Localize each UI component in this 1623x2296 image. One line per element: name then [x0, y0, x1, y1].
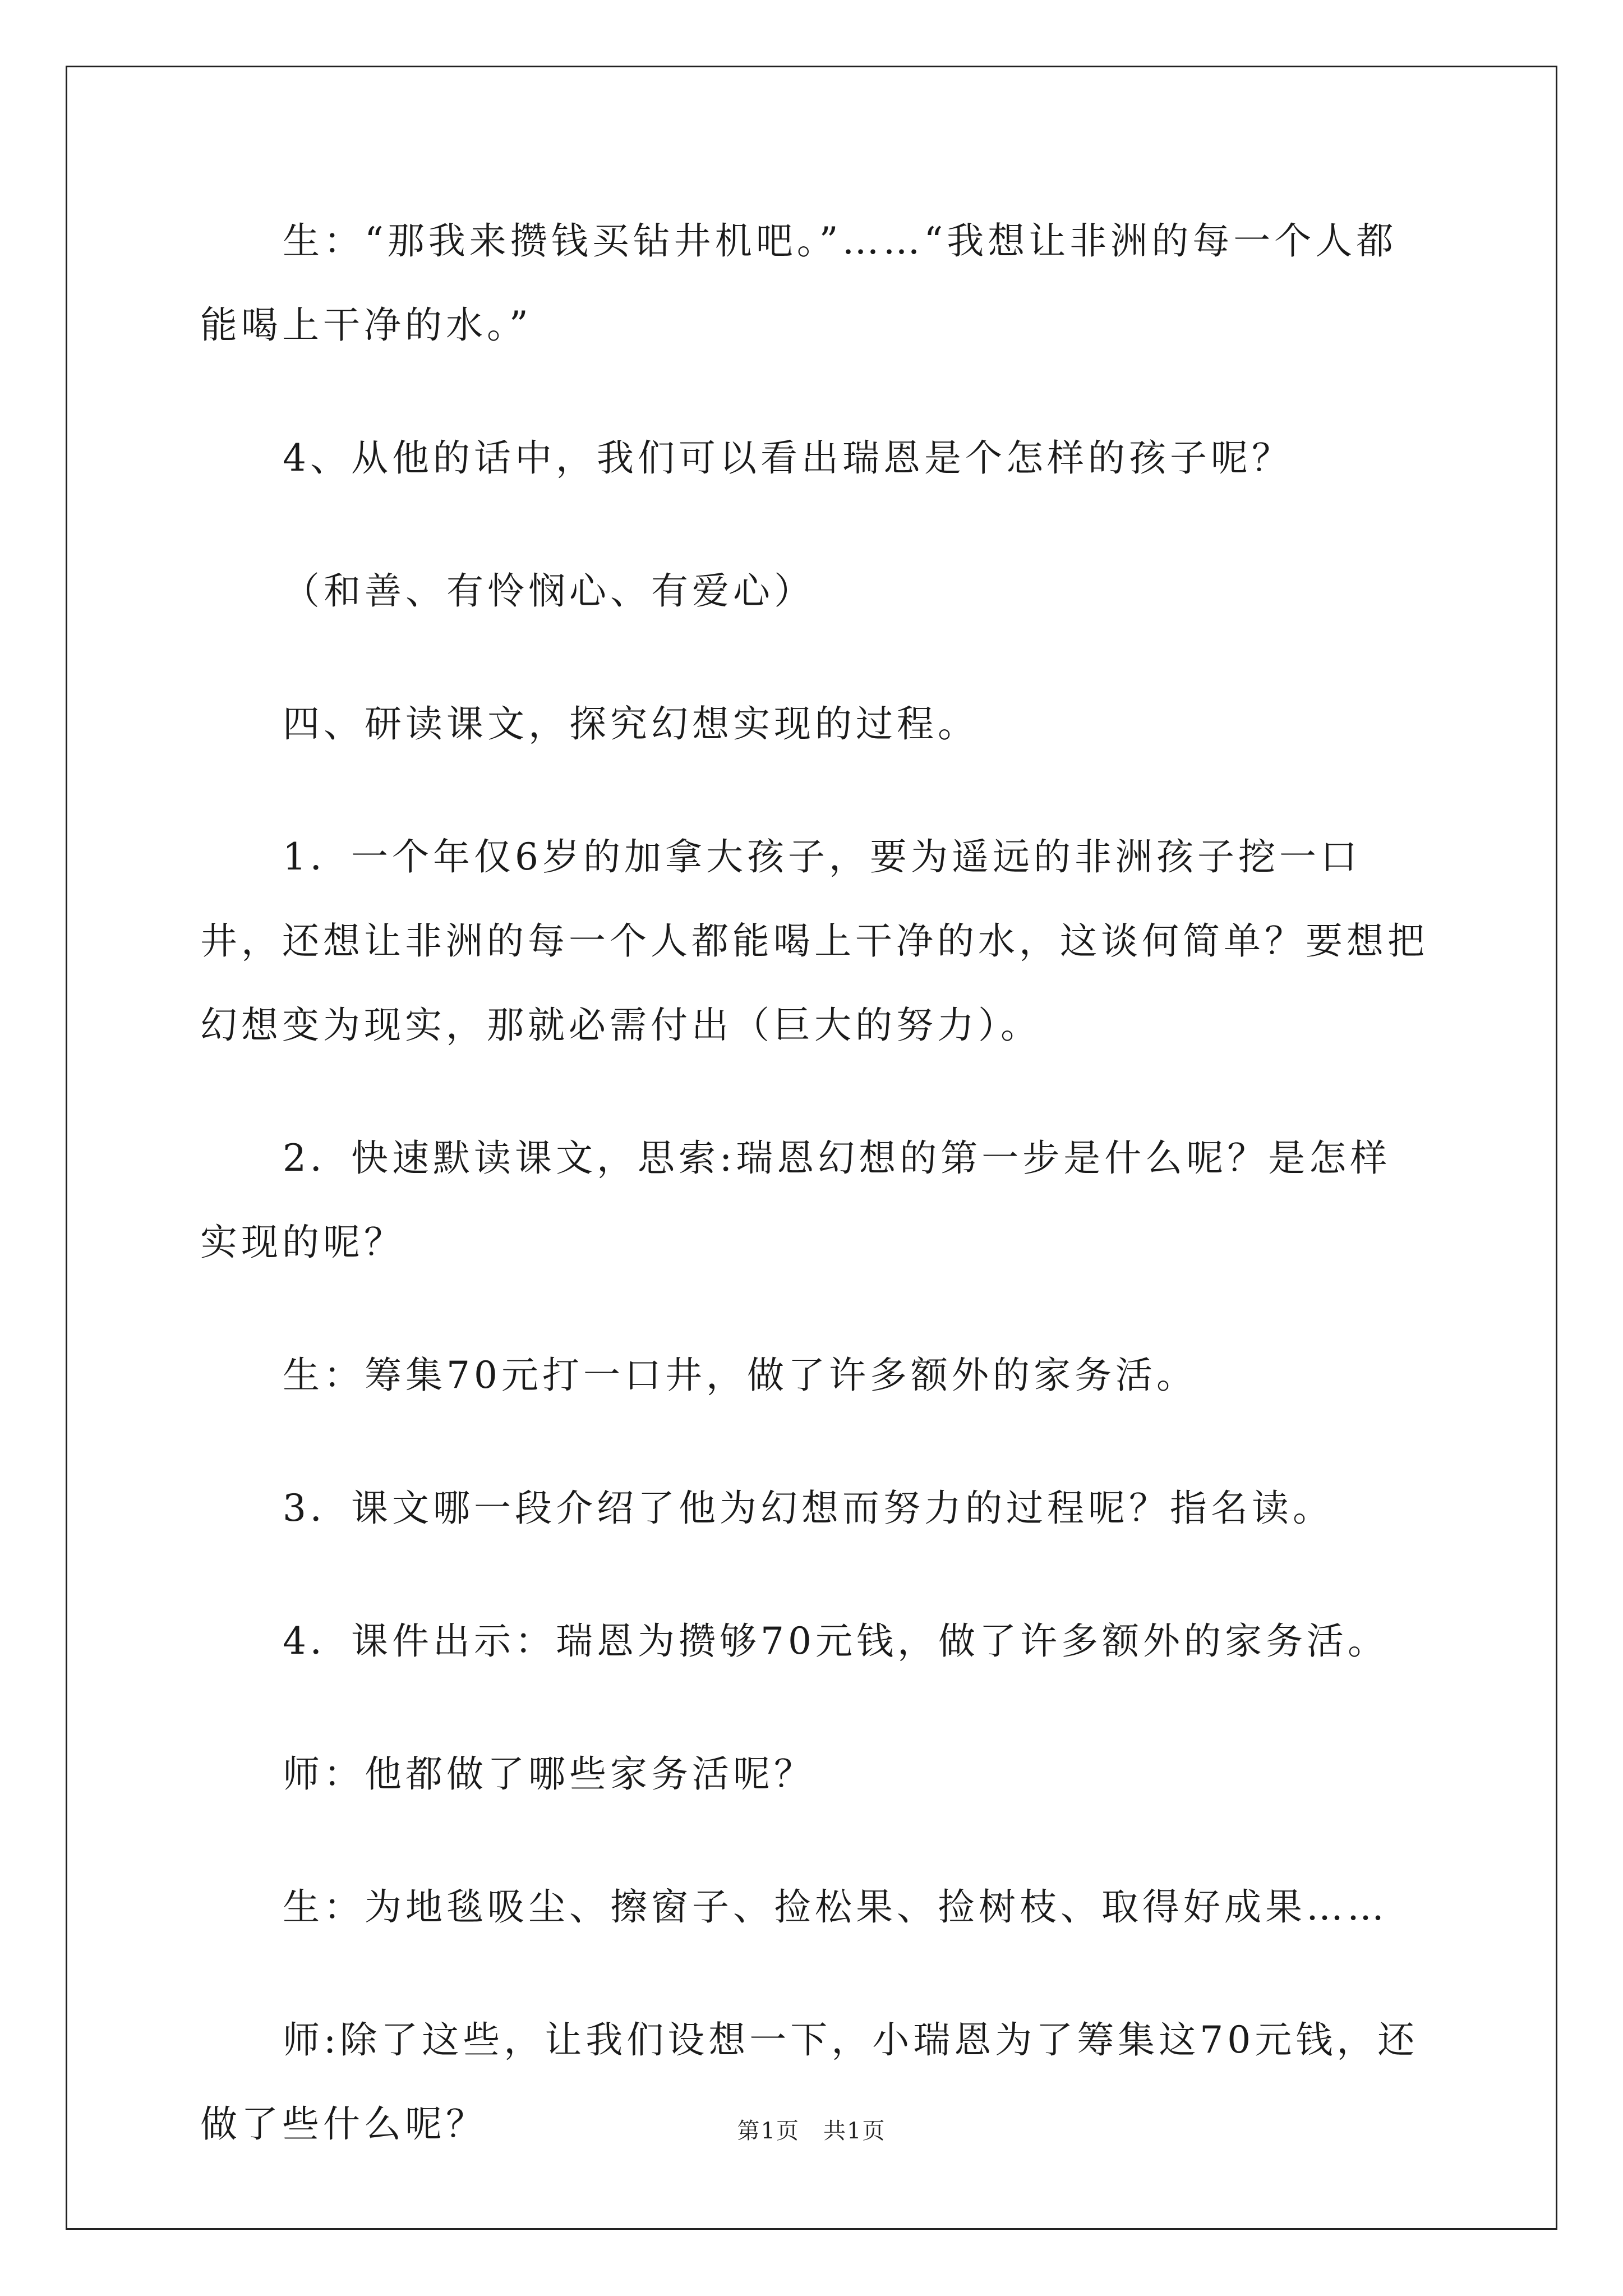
paragraph-6: 2．快速默读课文，思索:瑞恩幻想的第一步是什么呢？是怎样实现的呢？: [200, 1137, 1391, 1264]
paragraph-4: 四、研读课文，探究幻想实现的过程。: [283, 702, 979, 746]
paragraph-2: 4、从他的话中，我们可以看出瑞恩是个怎样的孩子呢？: [283, 436, 1293, 480]
paragraph-3: （和善、有怜悯心、有爱心）: [283, 569, 815, 613]
paragraph-10: 师：他都做了哪些家务活呢？: [283, 1752, 815, 1796]
paragraph-12: 师:除了这些，让我们设想一下，小瑞恩为了筹集这70元钱，还做了些什么呢？: [200, 2018, 1419, 2146]
paragraph-8: 3．课文哪一段介绍了他为幻想而努力的过程呢？指名读。: [283, 1487, 1334, 1530]
page-footer: 第1页 共1页: [737, 2118, 886, 2144]
paragraph-7: 生：筹集70元打一口井，做了许多额外的家务活。: [283, 1354, 1197, 1397]
paragraph-9: 4．课件出示：瑞恩为攒够70元钱，做了许多额外的家务活。: [283, 1619, 1389, 1663]
paragraph-11: 生：为地毯吸尘、擦窗子、捡松果、捡树枝、取得好成果……: [283, 1885, 1388, 1929]
paragraph-5: 1．一个年仅6岁的加拿大孩子，要为遥远的非洲孩子挖一口井，还想让非洲的每一个人都能喝上干净的水，这谈何简单？要想把幻想变为现实，那就必需付出（巨大的努力）。: [200, 835, 1428, 1047]
paragraph-1: 生：“那我来攒钱买钻井机吧。”……“我想让非洲的每一个人都能喝上干净的水。”: [200, 219, 1398, 347]
document-body: [200, 199, 1428, 2166]
